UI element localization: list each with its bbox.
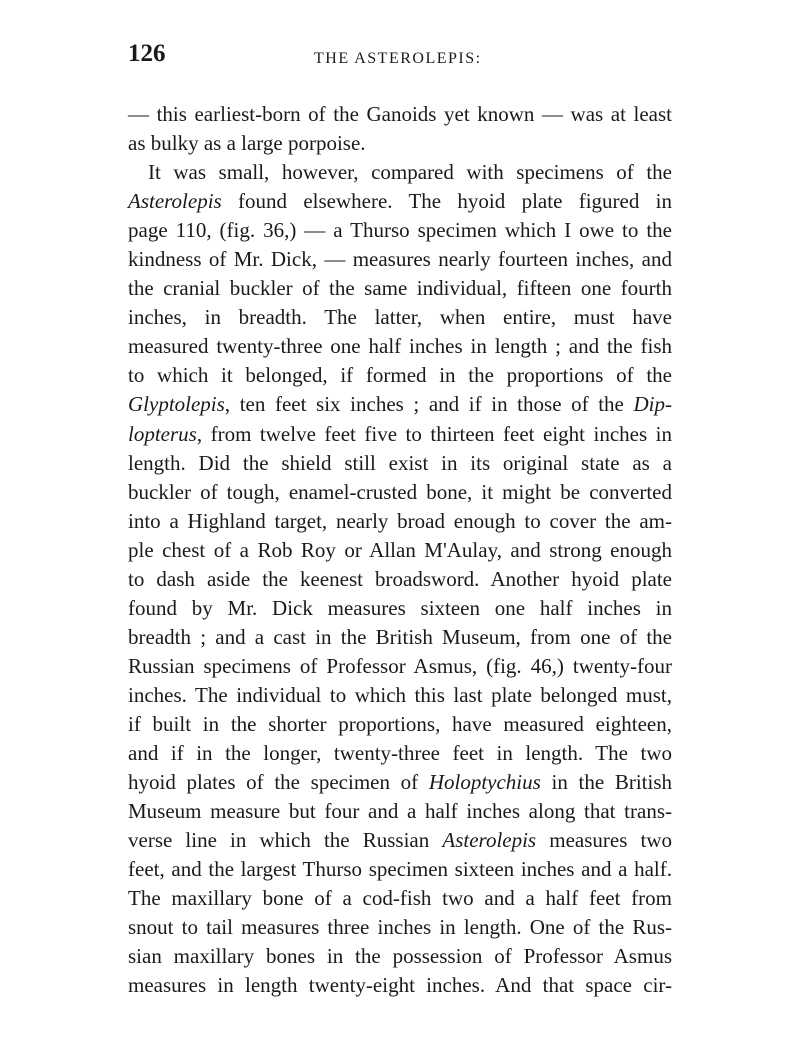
italic-term: Glyptolepis (128, 392, 225, 417)
text-segment: found elsewhere. The hyoid plate figured in (221, 189, 672, 214)
text-segment: It was small, however, compared with specimens of the (148, 160, 672, 185)
text-line (128, 652, 672, 681)
text-line (128, 623, 672, 652)
text-segment: Russian specimens of Professor Asmus, (fig. 46,) twenty-four (128, 653, 672, 678)
page-number: 126 (128, 40, 166, 67)
text-line (128, 507, 672, 536)
text-segment: found by Mr. Dick measures sixteen one half inches in (128, 595, 672, 620)
text-segment: ple chest of a Rob Roy or Allan M'Aulay, and strong enough (128, 537, 672, 562)
text-line (128, 826, 672, 855)
text-line (128, 594, 672, 623)
text-line (128, 797, 672, 826)
italic-term: Asterolepis (442, 828, 537, 853)
text-segment: Museum measure but four and a half inches along that trans- (128, 799, 672, 824)
text-segment: if built in the shorter proportions, have measured eighteen, (128, 711, 672, 736)
text-line (128, 245, 672, 274)
running-head: THE ASTEROLEPIS: (314, 50, 482, 67)
text-line (128, 739, 672, 768)
text-segment: measures in length twenty-eight inches. And that space cir- (128, 973, 672, 998)
text-segment: to dash aside the keenest broadsword. Another hyoid plate (128, 566, 672, 591)
text-segment: measured twenty-three one half inches in length ; and the fish (128, 334, 672, 359)
page-header (128, 40, 672, 76)
text-segment: into a Highland target, nearly broad enough to cover the am- (128, 508, 672, 533)
text-segment: buckler of tough, enamel-crusted bone, it might be converted (128, 479, 672, 504)
text-line (128, 768, 672, 797)
text-line (128, 681, 672, 710)
text-line (128, 216, 672, 245)
italic-term: lopterus (128, 421, 197, 446)
italic-term: Holoptychius (428, 770, 541, 795)
text-line (128, 478, 672, 507)
italic-term: Dip- (633, 392, 672, 417)
text-line (128, 971, 672, 1000)
text-line (128, 855, 672, 884)
text-line (128, 274, 672, 303)
text-line (128, 390, 672, 419)
text-line (128, 565, 672, 594)
text-line (128, 361, 672, 390)
text-line (128, 129, 672, 158)
text-line (128, 158, 672, 187)
text-segment: length. Did the shield still exist in its original state as a (128, 450, 672, 475)
text-segment: kindness of Mr. Dick, — measures nearly fourteen inches, and (128, 247, 672, 272)
text-segment: snout to tail measures three inches in length. One of the Rus- (128, 915, 672, 940)
text-line (128, 884, 672, 913)
text-segment: , from twelve feet five to thirteen feet eight inches in (196, 421, 672, 446)
text-segment: verse line in which the Russian (128, 828, 443, 853)
italic-term: Asterolepis (128, 189, 222, 214)
text-segment: sian maxillary bones in the possession of Professor Asmus (128, 944, 672, 969)
text-line (128, 710, 672, 739)
body-text (128, 100, 672, 1000)
text-segment: measures two (536, 828, 672, 853)
text-segment: as bulky as a large porpoise. (128, 131, 366, 156)
text-segment: inches, in breadth. The latter, when entire, must have (128, 305, 672, 330)
text-segment: breadth ; and a cast in the British Museum, from one of the (128, 624, 672, 649)
text-line (128, 942, 672, 971)
text-line (128, 420, 672, 449)
text-line (128, 332, 672, 361)
text-segment: and if in the longer, twenty-three feet in length. The two (128, 741, 672, 766)
text-segment: in the British (540, 770, 673, 795)
text-segment: — this earliest-born of the Ganoids yet known — was at least (128, 102, 672, 126)
text-segment: , ten feet six inches ; and if in those of the (224, 392, 634, 417)
text-segment: the cranial buckler of the same individual, fifteen one fourth (128, 276, 672, 301)
text-segment: to which it belonged, if formed in the proportions of the (128, 363, 672, 388)
text-segment: inches. The individual to which this last plate belonged must, (128, 682, 672, 707)
text-line (128, 303, 672, 332)
text-line (128, 449, 672, 478)
text-line (128, 187, 672, 216)
text-line (128, 100, 672, 129)
text-segment: hyoid plates of the specimen of (128, 770, 429, 795)
text-segment: page 110, (fig. 36,) — a Thurso specimen which I owe to the (128, 218, 672, 243)
text-segment: The maxillary bone of a cod-fish two and a half feet from (128, 886, 672, 911)
text-line (128, 536, 672, 565)
text-segment: feet, and the largest Thurso specimen sixteen inches and a half. (128, 857, 672, 882)
text-line (128, 913, 672, 942)
